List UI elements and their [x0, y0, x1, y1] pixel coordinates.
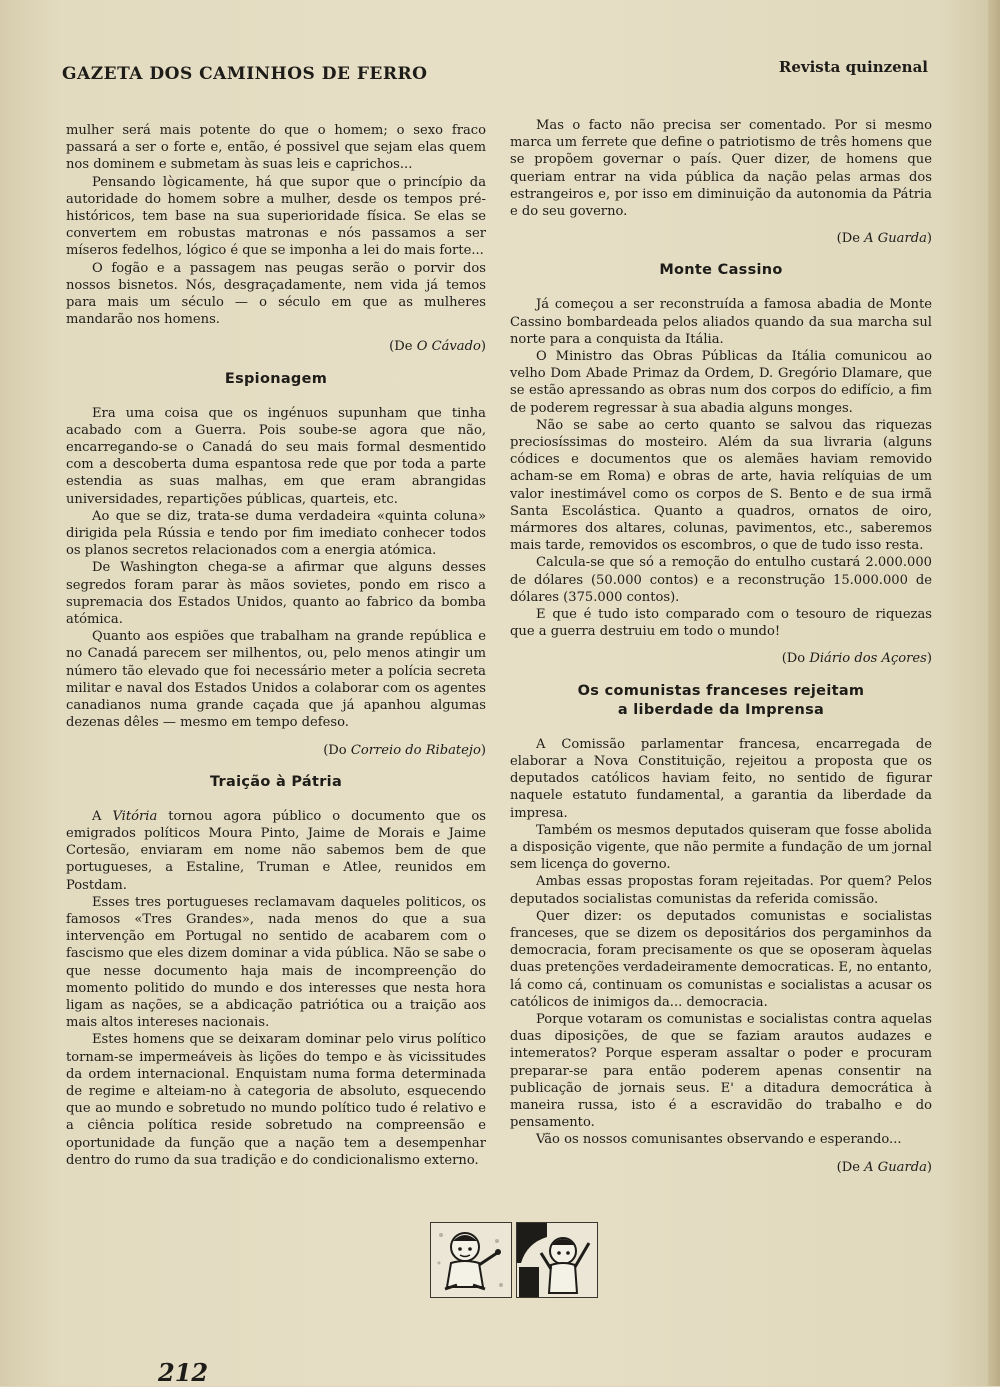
paragraph: Esses tres portugueses reclamavam daqueles politicos, os famosos «Tres Grandes», nada menos do que a sua intervenção em Portugal no sentido de acabarem com o fascismo que eles dizem dominar a vida pública. Não se sabe o que nesse documento haja mais de incompreenção do momento politido do mundo e dos interesses que nesta hora ligam as nações, se a abdicação patriótica ou a traição aos mais altos intereses nacionais. [66, 894, 486, 1031]
paragraph: A Vitória tornou agora público o documento que os emigrados políticos Moura Pinto, Jaime de Morais e Jaime Cortesão, enviaram em nome não sabemos bem de que portugueses, a Estaline, Truman e Atlee, reunidos em Postdam. [66, 808, 486, 893]
paragraph: Pensando lògicamente, há que supor que o princípio da autoridade do homem sobre a mulher, desde os tempos pré-históricos, tem base na sua superioridade física. Se elas se convertem em robustas matronas e nós passamos a ser míseros fedelhos, lógico é que se imponha a lei do mais forte... [66, 174, 486, 259]
heading-line: Os comunistas franceses rejeitam [577, 682, 865, 699]
paragraph: Estes homens que se deixaram dominar pelo virus político tornam-se impermeáveis às lições do tempo e às vicissitudes da ordem internacional. Enquistam numa forma determinada de regime e alteiam-no à categoria de absoluto, esquecendo que ao mundo e sobretudo no mundo político tudo é relativo e a ciência política reside sobretudo na compreensão e oportunidade da função que a nação tem a desempenhar dentro do rumo da sua tradição e do condicionalismo externo. [66, 1032, 486, 1168]
source-credit: (Do Diário dos Açores) [781, 651, 932, 667]
paragraph: mulher será mais potente do que o homem; o sexo fraco passará a ser o forte e, então, é possivel que sejam elas quem nos dominem e submetam às suas leis e caprichos... [66, 123, 486, 173]
article-heading-traicao: Traição à Pátria [209, 773, 343, 790]
source-credit: (Do Correio do Ribatejo) [323, 742, 486, 758]
publication-title: GAZETA DOS CAMINHOS DE FERRO [62, 64, 428, 84]
cartoon-figure-icon [431, 1223, 511, 1297]
cartoon-figure-icon [517, 1223, 597, 1297]
source-credit: (De A Guarda) [836, 1159, 932, 1175]
paragraph: Quanto aos espiões que trabalham na grande república e no Canadá parecem ser milhentos, ou, pelo menos atingir um número tão elevado que foi necessário meter a polícia secreta militar e naval dos Estados Unidos a colaborar com os agentes canadianos numa grande caçada que já apanhou algumas dezenas dêles — mesmo em tempo defeso. [66, 629, 486, 731]
right-column [510, 117, 932, 1186]
paragraph: Mas o facto não precisa ser comentado. Por si mesmo marca um ferrete que define o patriotismo de três homens que se propõem governar o país. Quer dizer, de homens que queriam entrar na vida pública da nação pelas armas dos estrangeiros e, por isso em diminuição da autonomia da Pátria e do seu governo. [510, 118, 932, 220]
paragraph: O fogão e a passagem nas peugas serão o porvir dos nossos bisnetos. Nós, desgraçadamente, nem vida já temos para mais um século — o século em que as mulheres mandarão nos homens. [66, 260, 486, 328]
page-edge [988, 0, 1000, 1386]
page-number: 212 [158, 1358, 209, 1387]
left-column [66, 122, 486, 1169]
paragraph: Era uma coisa que os ingénuos supunham que tinha acabado com a Guerra. Pois soube-se agora que não, encarregando-se o Canadá do seu mais formal desmentido com a descoberta duma espantosa rede que por toda a parte estendia as suas malhas, em que eram abrangidas universidades, repartições públicas, quarteis, etc. [66, 405, 486, 507]
publication-subtitle: Revista quinzenal [778, 58, 928, 76]
source-credit: (De A Guarda) [836, 231, 932, 247]
source-credit: (De O Cávado) [389, 339, 486, 355]
heading-line: a liberdade da Imprensa [617, 701, 825, 718]
paragraph: Ao que se diz, trata-se duma verdadeira «quinta coluna» dirigida pela Rússia e tendo por fim imediato conhecer todos os planos secretos relacionados com a energia atómica. [66, 508, 486, 559]
paragraph: Já começou a ser reconstruída a famosa abadia de Monte Cassino bombardeada pelos aliados quando da sua marcha sul norte para a conquista da Itália. [510, 297, 932, 347]
paragraph: Quer dizer: os deputados comunistas e socialistas franceses, que se dizem os depositários dos pergaminhos da democracia, foram precisamente os que se oposeram àquelas duas pretenções verdadeiramente democraticas. E, no entanto, lá como cá, continuam os comunistas e socialistas a acusar os católicos de inimigos da... democracia. [510, 908, 932, 1010]
paragraph: E que é tudo isto comparado com o tesouro de riquezas que a guerra destruiu em todo o mundo! [510, 607, 932, 640]
cartoon-illustration [430, 1222, 512, 1298]
paragraph: Vão os nossos comunisantes observando e esperando... [536, 1132, 902, 1148]
paragraph: A Comissão parlamentar francesa, encarregada de elaborar a Nova Constituição, rejeitou a proposta que os deputados católicos haviam feito, no sentido de figurar naquele estatuto fundamental, a garantia da liberdade da impresa. [510, 736, 932, 821]
article-heading-espionagem: Espionagem [224, 370, 328, 387]
paragraph: Ambas essas propostas foram rejeitadas. Por quem? Pelos deputados socialistas comunistas da referida comissão. [510, 874, 932, 907]
article-heading-monte-cassino: Monte Cassino [659, 262, 783, 279]
paragraph: Também os mesmos deputados quiseram que fosse abolida a disposição vigente, que não permite a fundação de um jornal sem licença do governo. [510, 822, 932, 873]
article-heading-comunistas [510, 682, 932, 720]
paragraph: De Washington chega-se a afirmar que alguns desses segredos foram parar às mãos sovietes, pondo em risco a supremacia dos Estados Unidos, quanto ao fabrico da bomba atómica. [66, 560, 486, 628]
cartoon-illustration [516, 1222, 598, 1298]
paragraph: Não se sabe ao certo quanto se salvou das riquezas preciosíssimas do mosteiro. Além da sua livraria (alguns códices e documentos que os alemães haviam removido acham-se em Roma) e obras de arte, havia relíquias de um valor inestimável como os corpos de S. Bento e de sua irmã Santa Escolástica. Quanto a quadros, ornatos de oiro, mármores dos altares, colunas, pavimentos, etc., saberemos mais tarde, removidos os escombros, o que de tudo isso resta. [510, 417, 932, 554]
paragraph: Porque votaram os comunistas e socialistas contra aquelas duas diposições, de que se faziam arautos audazes e intemeratos? Porque esperam assaltar o poder e procuram preparar-se para então poderem apenas consentir na publicação de jornais seus. E' a ditadura democrática à maneira russa, isto é a escravidão do trabalho e do pensamento. [510, 1011, 932, 1131]
paragraph: Calcula-se que só a remoção do entulho custará 2.000.000 de dólares (50.000 contos) e a reconstrução 15.000.000 de dólares (375.000 contos). [510, 555, 932, 605]
paragraph: O Ministro das Obras Públicas da Itália comunicou ao velho Dom Abade Primaz da Ordem, D. Gregório Dlamare, que se estão apressando as obras num dos corpos do edifício, a fim de poderem regressar à sua abadia alguns monges. [510, 349, 932, 416]
